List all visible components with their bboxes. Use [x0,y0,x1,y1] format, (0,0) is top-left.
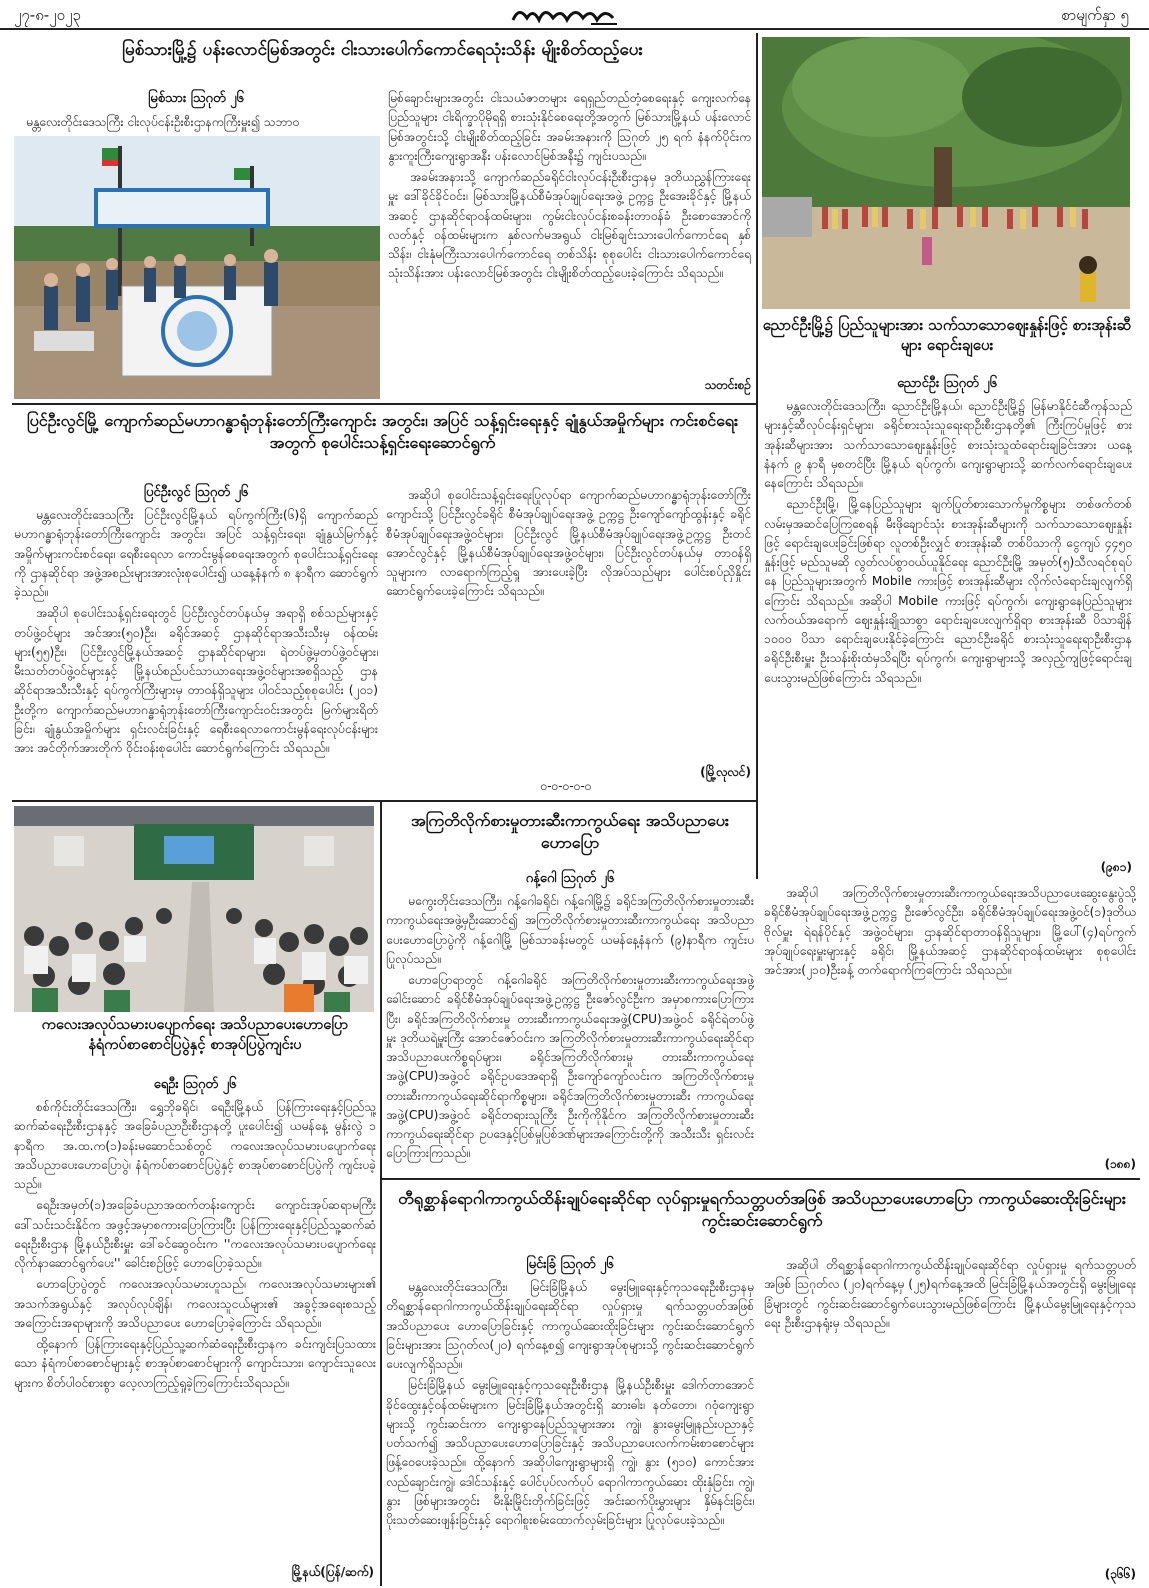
article-byline: ဂန့်ဂေါ ဩဂုတ် ၂၆ [525,871,615,886]
article-child-labour [12,804,378,1584]
article-body [14,506,378,796]
article-paragraph: အဆိုပါ အကြတိလိုက်စားမှုတားဆီးကာကွယ်ရေးအသိပညာပေးဆွေးနွေးပွဲသို့ ခရိုင်စီမံအုပ်ချုပ်ရေးအဖွဲ့ဥက္ကဋ္ဌ ဦးဇော်လွင်ဦး၊ ခရိုင်စီမံအုပ်ချုပ်ရေးအဖွဲ့ဝင်(၁)ဒုတိယဗိုလ်မှူး ရဲရန်ပိုင်နှင့် အဖွဲ့ဝင်များ၊ ဌာနဆိုင်ရာတာဝန်ရှိသူများ၊ မြို့ပေါ်(၄)ရပ်ကွက် အုပ်ချုပ်ရေးမှူးများနှင့် ခရိုင်၊ မြို့နယ်အဆင့် ဌာနဆိုင်ရာဝန်ထမ်းများ စုစုပေါင်း အင်အား(၂၁၀)ဦးခန့် တက်ရောက်ကြကြောင်း သိရသည်။ [764,886,1136,978]
article-byline: ပြင်ဦးလွင် ဩဂုတ် ၂၆ [143,485,249,500]
article-signature: (၉၈၁) [1100,860,1132,874]
article-paragraph: ထို့နောက် ပြန်ကြားရေးနှင့်ပြည်သူ့ဆက်ဆံရေးဦးစီးဌာနက ခင်းကျင်းပြသထားသော နံရံကပ်စာစောင်များနှင့် စာအုပ်စာစောင်များကို ကျောင်းသား၊ ကျောင်းသူလေးများက စိတ်ပါဝင်စားစွာ လေ့လာကြည့်ရှုခဲ့ကြကြောင်းသိရသည်။ [14,1337,376,1390]
article-paragraph: အခမ်းအနားသို့ ကျောက်ဆည်ခရိုင်ငါးလုပ်ငန်းဦးစီးဌာနမှ ဒုတိယညွှန်ကြားရေးမှူး ဒေါ်ခိုင်ခိုင်ဝင်း၊ မြစ်သားမြို့နယ်စီမံအုပ်ချုပ်ရေးအဖွဲ့ ဥက္ကဋ္ဌ ဦးအေးခိုင်နှင့် မြို့နယ်အဆင့် ဌာနဆိုင်ရာဝန်ထမ်းများ၊ ကွမ်းငါးလုပ်ငန်းစခန်းတာဝန်ခံ ဦးစောအောင်ကိုလတ်နှင့် ဝန်ထမ်းများက နှစ်လက်မအရွယ် ငါးမြစ်ချင်းသားပေါက်ကောင်ရေ နှစ်သိန်း၊ ငါးနုံမကြီးသားပေါက်ကောင်ရေ တစ်သိန်း စုစုပေါင်း ငါးသားပေါက်ကောင်ရေ သုံးသိန်းအား ပန်းလောင်မြစ်အတွင်း ငါးမျိုးစိတ်ထည့်ပေးခဲ့ကြောင်း သိရသည်။ [388,170,751,281]
article-byline: ညောင်ဦး ဩဂုတ် ၂၆ [897,376,997,391]
column-divider [380,800,382,1586]
article-paragraph: မန္တလေးတိုင်းဒေသကြီး ပြင်ဦးလွင်မြို့နယ် ရပ်ကွက်ကြီး(၆)ရှိ ကျောက်ဆည်မဟာဂန္ဓာရုံဘုန်းတော်ကြီးကျောင်း အတွင်း၊ အပြင် သန့်ရှင်းရေး၊ ချုံနွယ်မြက်နှင့် အမှိုက်များကင်းစင်ရေး၊ ရေစီးရေလာ ကောင်းမွန်စေရေးအတွက် စုပေါင်းသန့်ရှင်းရေးကို ဌာနဆိုင်ရာ အဖွဲ့အစည်းများအားလုံးစုပေါင်း၍ ယနေ့နံနက် ၈ နာရီက ဆောင်ရွက်ခဲ့သည်။ [14,508,378,600]
section-divider [12,800,756,802]
article-body-col2 [386,486,751,764]
article-paragraph: ရေဦးအမှတ်(၁)အခြေခံပညာအထက်တန်းကျောင်း ကျောင်းအုပ်ဆရာမကြီး ဒေါ်သင်းသင်းနိုင်က အဖွင့်အမှာစကားပြောကြားပြီး ပြန်ကြားရေးနှင့်ပြည်သူ့ဆက်ဆံရေးဦးစီးဌာန မြို့နယ်ဦးစီးမှူး ဒေါ်ခင်ဆွေဝင်းက ''ကလေးအလုပ်သမားပပျောက်ရေး လိုက်နာဆောင်ရွက်ပေး'' ခေါင်းစဉ်ဖြင့် ဟောပြောခဲ့သည်။ [14,1198,376,1271]
fish-release-photo [14,136,380,399]
article-intro: မန္တလေးတိုင်းဒေသကြီး ငါးလုပ်ငန်းဦးစီးဌာနကကြီးမှူး၍ သဘာဝ [26,115,300,129]
article-title: ပြင်ဦးလွင်မြို့ ကျောက်ဆည်မဟာဂန္ဓာရုံဘုန်းတော်ကြီးကျောင်း အတွင်း၊ အပြင် သန့်ရှင်းရေးနှင့် ချုံနွယ်အမှိုက်များ ကင်းစင်ရေးအတွက် စုပေါင်းသန့်ရှင်းရေးဆောင်ရွက် [26,411,739,452]
article-paragraph: မြစ်ချောင်းများအတွင်း ငါးသယံဇာတများ ရေရှည်တည်တံ့စေရေးနှင့် ကျေးလက်နေပြည်သူများ ငါးရိက္ခာပိုမိုရရှိ စားသုံးနိုင်စေရေးတို့အတွက် မြစ်သားမြို့နယ် ပန်းလောင်မြစ်အတွင်းသို့ ငါးမျိုးစိတ်ထည့်ခြင်း အခမ်းအနားကို ဩဂုတ် ၂၅ ရက် နံနက်ပိုင်းက နွားကူးကြီးကျေးရွာအနီး ပန်းလောင်မြစ်အနီး၌ ကျင်းပသည်။ [388,91,751,163]
article-title: တီရုစ္ဆာန်ရောဂါကာကွယ်ထိန်းချုပ်ရေးဆိုင်ရာ လုပ်ရှားမှုရက်သတ္တပတ်အဖြစ် အသိပညာပေးဟောပြော ကာကွယ်ဆေးထိုးခြင်းများ ကွင်းဆင်းဆောင်ရွက် [398,1189,1126,1230]
section-divider [12,403,756,405]
article-title: မြစ်သားမြို့၌ ပန်းလောင်မြစ်အတွင်း ငါးသားပေါက်ကောင်ရေသုံးသိန်း မျိုးစိတ်ထည့်ပေး [122,40,643,60]
article-signature: မြို့နယ်(ပြန်/ဆက်) [291,1565,374,1579]
column-divider [756,33,758,879]
article-body [388,89,751,375]
article-byline: ရေဦး ဩဂုတ် ၂၆ [153,1077,237,1092]
article-body [14,1098,376,1558]
article-body-col2 [764,884,1136,1152]
article-signature: (၁၈၈) [1104,1157,1136,1171]
article-anti-corruption [384,804,1140,1176]
article-body [386,1278,754,1582]
issue-date: ၂၇-၈-၂၀၂၃ [14,6,81,24]
article-paragraph: စစ်ကိုင်းတိုင်းဒေသကြီး၊ ရွှေဘိုခရိုင်၊ ရေဦးမြို့နယ် ပြန်ကြားရေးနှင့်ပြည်သူ့ဆက်ဆံရေးဦးစီးဌာနနှင့် အခြေခံပညာဦးစီးဌာနတို့ ပူးပေါင်း၍ ယမန်နေ့ မွန်းလွဲ ၁ နာရီက အ.ထ.က(၁)ခန်းမဆောင်သစ်တွင် ကလေးအလုပ်သမားပပျောက်ရေး အသိပညာပေးဟောပြောပွဲ၊ နံရံကပ်စာစောင်ပြပွဲနှင့် စာအုပ်စာစောင်ပြပွဲကို ကျင်းပခဲ့သည်။ [14,1100,376,1192]
page-header [0,0,1149,30]
article-paragraph: မြင်းခြံမြို့နယ် မွေးမြူရေးနှင့်ကုသရေးဦးစီးဌာန မြို့နယ်ဦးစီးမှူး ဒေါက်တာအောင်ခိုင်ထွေးနှင့်ဝန်ထမ်းများက မြင်းခြံမြို့နယ်အတွင်းရှိ ဆားဓါး၊ နတ်တော၊ ဂဝုံကျေးရွာများသို့ ကွင်းဆင်းကာ ကျေးရွာနေပြည်သူများအား ကျွဲ၊ နွားမွေးမြူနည်းပညာနှင့်ပတ်သက်၍ အသိပညာပေးဟောပြောခြင်းနှင့် အသိပညာပေးလက်ကမ်းစာစောင်များ ဖြန့်ဝေပေးခဲ့သည်။ ထို့နောက် အဆိုပါကျေးရွာများရှိ ကျွဲ၊ နွား (၅၁၀) ကောင်အား လည်ချောင်းကျွဲ၊ ဒေါင်သန်းနှင့် ပေါင်ပုပ်လက်ပုပ် ရောဂါကာကွယ်ဆေး ထိုးနှံခြင်း၊ ကျွဲ၊ နွား ဖြစ်များအတွင်း မီးနိုးမြိုင်းတိုက်ခြင်းဖြင့် အင်းဆက်ပိုးမွှားများ နှိမ်နင်းခြင်း၊ ပိုးသတ်ဆေးဖျန်းခြင်းနှင့် ရောဂါစူးစမ်းထောက်လှမ်းခြင်းများ ပြုလုပ်ပေးခဲ့သည်။ [386,1378,754,1528]
article-signature: သတင်းစဉ် [704,378,751,392]
article-body [764,397,1132,853]
article-paragraph: ညောင်ဦးမြို့၊ မြို့နေပြည်သူများ ချက်ပြုတ်စားသောက်မှုကိစ္စများ တစ်ဖက်တစ်လမ်းမှအဆင်ပြေကြစေရန် မီးဖိုချောင်သုံး စားအုန်းဆီများကို သက်သာသောဈေးနှုန်းဖြင့် ရောင်းချပေးခြင်းဖြစ်ရာ လူတစ်ဦးလျှင် စားအုန်းဆီ တစ်ပိသာကို ငွေကျပ် ၄၄၅၀ နှုန်းဖြင့် မည်သူမဆို လွတ်လပ်စွာဝယ်ယူနိုင်ရေး ညောင်ဦးမြို့ အမှတ်(၅)သီလရင်စုရပ်နေ ပြည်သူများအတွက် Mobile ကားဖြင့် စားအုန်းဆီများ လိုက်လံရောင်းချလျက်ရှိကြောင်း သိရသည်။ အဆိုပါ Mobile ကားဖြင့် ရပ်ကွက်၊ ကျေးရွာနေပြည်သူများ လက်ဝယ်အရောက် ဈေးနှုန်းချိုသာစွာ ရောင်းချပေးလျက်ရှိရာ စားအုန်းဆီ ပိသာချိန် ၁၀၀၀ ပိသာ ရောင်းချပေးနိုင်ခဲ့ကြောင်း ညောင်ဦးခရိုင် စားသုံးသူရေးရာဦးစီးဌာန ခရိုင်ဦးစီးမှူး ဦးသန်းစိုးထံမှသိရပြီး ရပ်ကွက်၊ ကျေးရွာများသို့ အလှည့်ကျဖြင့်ရောင်းချပေးသွားမည်ဖြစ်ကြောင်း သိရသည်။ [764,497,1132,685]
lecture-hall-photo [14,806,374,1012]
article-fish-release [12,33,753,401]
article-byline: မြစ်သား ဩဂုတ် ၂၆ [148,91,244,106]
article-paragraph: မန္တလေးတိုင်းဒေသကြီး၊ ညောင်ဦးမြို့နယ်၊ ညောင်ဦးမြို့၌ မြန်မာနိုင်ငံဆီကုန်သည်များနှင့်ဆီလုပ်ငန်းရှင်များ၊ ခရိုင်စားသုံးသူရေးရာဦးစီးဌာနတို့၏ ကြီးကြပ်မှုဖြင့် စားအုန်းဆီများအား သက်သာသောဈေးနှုန်းဖြင့် စားသုံးသူထံရောင်းချခြင်းအား ယနေ့နံနက် ၉ နာရီ မှစတင်ပြီး မြို့နယ် ရပ်ကွက်၊ ကျေးရွာများသို့ ဆက်လက်ရောင်းချပေးနေကြောင်း သိရသည်။ [764,399,1132,491]
article-paragraph: အဆိုပါ တိရစ္ဆာန်ရောဂါကာကွယ်ထိန်းချုပ်ရေးဆိုင်ရာ လှုပ်ရှားမှု ရက်သတ္တပတ်အဖြစ် ဩဂုတ်လ (၂၀)ရက်နေ့မှ (၂၅)ရက်နေ့အထိ မြင်းခြံမြို့နယ်အတွင်းရှိ မွေးမြူရေးခြံများတွင် ကွင်းဆင်းဆောင်ရွက်ပေးသွားမည်ဖြစ်ကြောင်း မြို့နယ်မွေးမြူရေးနှင့်ကုသရေး ဦးစီးဌာနရုံးမှ သိရသည်။ [764,1258,1136,1330]
article-paragraph: မကွေးတိုင်းဒေသကြီး၊ ဂန့်ဂေါခရိုင်၊ ဂန့်ဂေါမြို့၌ ခရိုင်အကြတိလိုက်စားမှုတားဆီးကာကွယ်ရေးအဖွဲ့မှဦးဆောင်၍ အကြတိလိုက်စားမှုတားဆီးကာကွယ်ရေး အသိပညာပေးဟောပြောပွဲကို ဂန့်ဂေါမြို့ မြစ်သာခန်းမတွင် ယမန်နေ့နံနက် (၉)နာရီက ကျင်းပပြုလုပ်သည်။ [386,894,754,966]
article-monastery-cleanup [12,406,753,798]
article-title: ညောင်ဦးမြို့၌ ပြည်သူများအား သက်သာသောဈေးနှုန်းဖြင့် စားအုန်းဆီများ ရောင်းချပေး [762,316,1132,355]
masthead-logo [505,2,625,28]
article-paragraph: ဟောပြောရာတွင် ဂန့်ဂေါခရိုင် အကြတိလိုက်စားမှုတားဆီးကာကွယ်ရေးအဖွဲ့ခေါင်းဆောင် ခရိုင်စီမံအုပ်ချုပ်ရေးအဖွဲ့ဥက္ကဋ္ဌ ဦးဇော်လွင်ဦးက အမှာစကားပြောကြားပြီး၊ ခရိုင်အကြတိလိုက်စားမှု တားဆီးကာကွယ်ရေးအဖွဲ့(CPU)အဖွဲ့ဝင် ခရိုင်ရဲတပ်ဖွဲ့မှူး ဒုတိယရဲမှူးကြီး အောင်ဇော်ဝင်းက အကြတိလိုက်စားမှုတားဆီးကာကွယ်ရေးဆိုင်ရာ အသိပညာပေးကိစ္စရပ်များ၊ ခရိုင်အကြတိလိုက်စားမှု တားဆီးကာကွယ်ရေးအဖွဲ့(CPU)အဖွဲ့ဝင် ခရိုင်ဥပဒေအရာရှိ ဦးကျော်ကျော်လင်းက အကြတိလိုက်စားမှုတားဆီးကာကွယ်ရေးဆိုင်ရာကိစ္စများ၊ ခရိုင်အကြတိလိုက်စားမှုတားဆီး ကာကွယ်ရေးအဖွဲ့(CPU)အဖွဲ့ဝင် ခရိုင်တရားသူကြီး ဦးကိုကိုနိုင်က အကြတိလိုက်စားမှုတားဆီးကာကွယ်ရေးဆိုင်ရာ ဥပဒေနှင့်ပြစ်မှုပြစ်ဒဏ်များအကြောင်းတို့ကို အသီးသီး ရှင်းလင်းပြောကြားကြသည်။ [386,973,754,1161]
article-body [386,892,754,1172]
article-paragraph: ဟောပြောပွဲတွင် ကလေးအလုပ်သမားဟူသည်၊ ကလေးအလုပ်သမားများ၏ အသက်အရွယ်နှင့် အလုပ်လုပ်ချိန်၊ ကလေးသူငယ်များ၏ အခွင့်အရေးစသည့် အကြောင်းအရာများကို အသိပညာပေး ဟောပြောခဲ့ကြောင်း သိရသည်။ [14,1277,376,1330]
oil-sale-photo [762,37,1130,309]
article-paragraph: အဆိုပါ စုပေါင်းသန့်ရှင်းရေးပြုလုပ်ရာ ကျောက်ဆည်မဟာဂန္ဓာရုံဘုန်းတော်ကြီးကျောင်းသို့ ပြင်ဦးလွင်ခရိုင် စီမံအုပ်ချုပ်ရေးအဖွဲ့ ဥက္ကဋ္ဌ ဦးကျော်ကျော်ထွန်းနှင့် ခရိုင်စီမံအုပ်ချုပ်ရေးအဖွဲ့ဝင်များ၊ ပြင်ဦးလွင် မြို့နယ်စီမံအုပ်ချုပ်ရေးအဖွဲ့ဥက္ကဋ္ဌ ဦးတင်အောင်လွင်နှင့် မြို့နယ်စီမံအုပ်ချုပ်ရေးအဖွဲ့ဝင်များ၊ ပြင်ဦးလွင်တပ်နယ်မှ တာဝန်ရှိသူများက လာရောက်ကြည့်ရှု အားပေးခဲ့ပြီး လိုအပ်သည်များ ပေါင်းစပ်ညှိနှိုင်း ဆောင်ရွက်ပေးခဲ့ကြောင်း သိရသည်။ [386,488,751,599]
article-divider: ၀-၀-၀-၀-၀ [540,779,592,793]
article-byline: မြင်းခြံ ဩဂုတ် ၂၆ [526,1257,614,1272]
article-animal-disease [384,1182,1140,1586]
article-paragraph: အဆိုပါ စုပေါင်းသန့်ရှင်းရေးတွင် ပြင်ဦးလွင်တပ်နယ်မှ အရာရှိ စစ်သည်များနှင့် တပ်ဖွဲ့ဝင်များ အင်အား(၅၀)ဦး၊ ခရိုင်အဆင့် ဌာနဆိုင်ရာအသီးသီးမှ ဝန်ထမ်းများ(၅၅)ဦး၊ ပြင်ဦးလွင်မြို့နယ်အဆင့် ဌာနဆိုင်ရာများ၊ ရဲတပ်ဖွဲ့မှတပ်ဖွဲ့ဝင်များ၊ မီးသတ်တပ်ဖွဲ့ဝင်များနှင့် မြို့နယ်စည်ပင်သာယာရေးအဖွဲ့ဝင်များအစရှိသည့် ဌာနဆိုင်ရာအသီးသီးနှင့် ရပ်ကွက်ကြီးများမှ တာဝန်ရှိသူများ ပါဝင်သည့်စုစုပေါင်း (၂၀၁) ဦးတို့က ကျောက်ဆည်မဟာဂန္ဓာရုံဘုန်းတော်ကြီးကျောင်းဝင်းအတွင်း မြက်များရိတ်ခြင်း၊ ချုံနွယ်အမှိုက်များ ရှင်းလင်းခြင်းနှင့် ရေစီးရေလာကောင်းမွန်ရေးလုပ်ငန်းများအား အင်တိုက်အားတိုက် ဝိုင်းဝန်းစုပေါင်း ဆောင်ရွက်ကြောင်း သိရသည်။ [14,606,378,756]
article-title: ကလေးအလုပ်သမားပပျောက်ရေး အသိပညာပေးဟောပြော နံရံကပ်စာစောင်ပြပွဲနှင့် စာအုပ်ပြပွဲကျင်းပ [41,1017,349,1053]
section-divider [382,1178,1140,1180]
page-number: စာမျက်နှာ ၅ [1061,6,1129,24]
article-signature: (၃၆၆) [1104,1567,1136,1581]
article-body-col2 [764,1256,1136,1562]
article-paragraph: မန္တလေးတိုင်းဒေသကြီး၊ မြင်းခြံမြို့နယ် မွေးမြူရေးနှင့်ကုသရေးဦးစီးဌာနမှ တိရစ္ဆာန်ရောဂါကာကွယ်ထိန်းချုပ်ရေးဆိုင်ရာ လှုပ်ရှားမှု ရက်သတ္တပတ်အဖြစ် အသိပညာပေး ဟောပြောခြင်းနှင့် ကာကွယ်ဆေးထိုးခြင်းများ ကွင်းဆင်းဆောင်ရွက်ခြင်းများအား ဩဂုတ်လ(၂၀) ရက်နေ့စ၍ ကျေးရွာအုပ်စုများသို့ ကွင်းဆင်းဆောင်ရွက်ပေးလျက်ရှိသည်။ [386,1280,754,1372]
article-signature: (မြို့လုလင်) [700,765,751,779]
article-oil-sale [760,33,1138,879]
article-title: အကြတိလိုက်စားမှုတားဆီးကာကွယ်ရေး အသိပညာပေးဟောပြော [411,811,729,852]
